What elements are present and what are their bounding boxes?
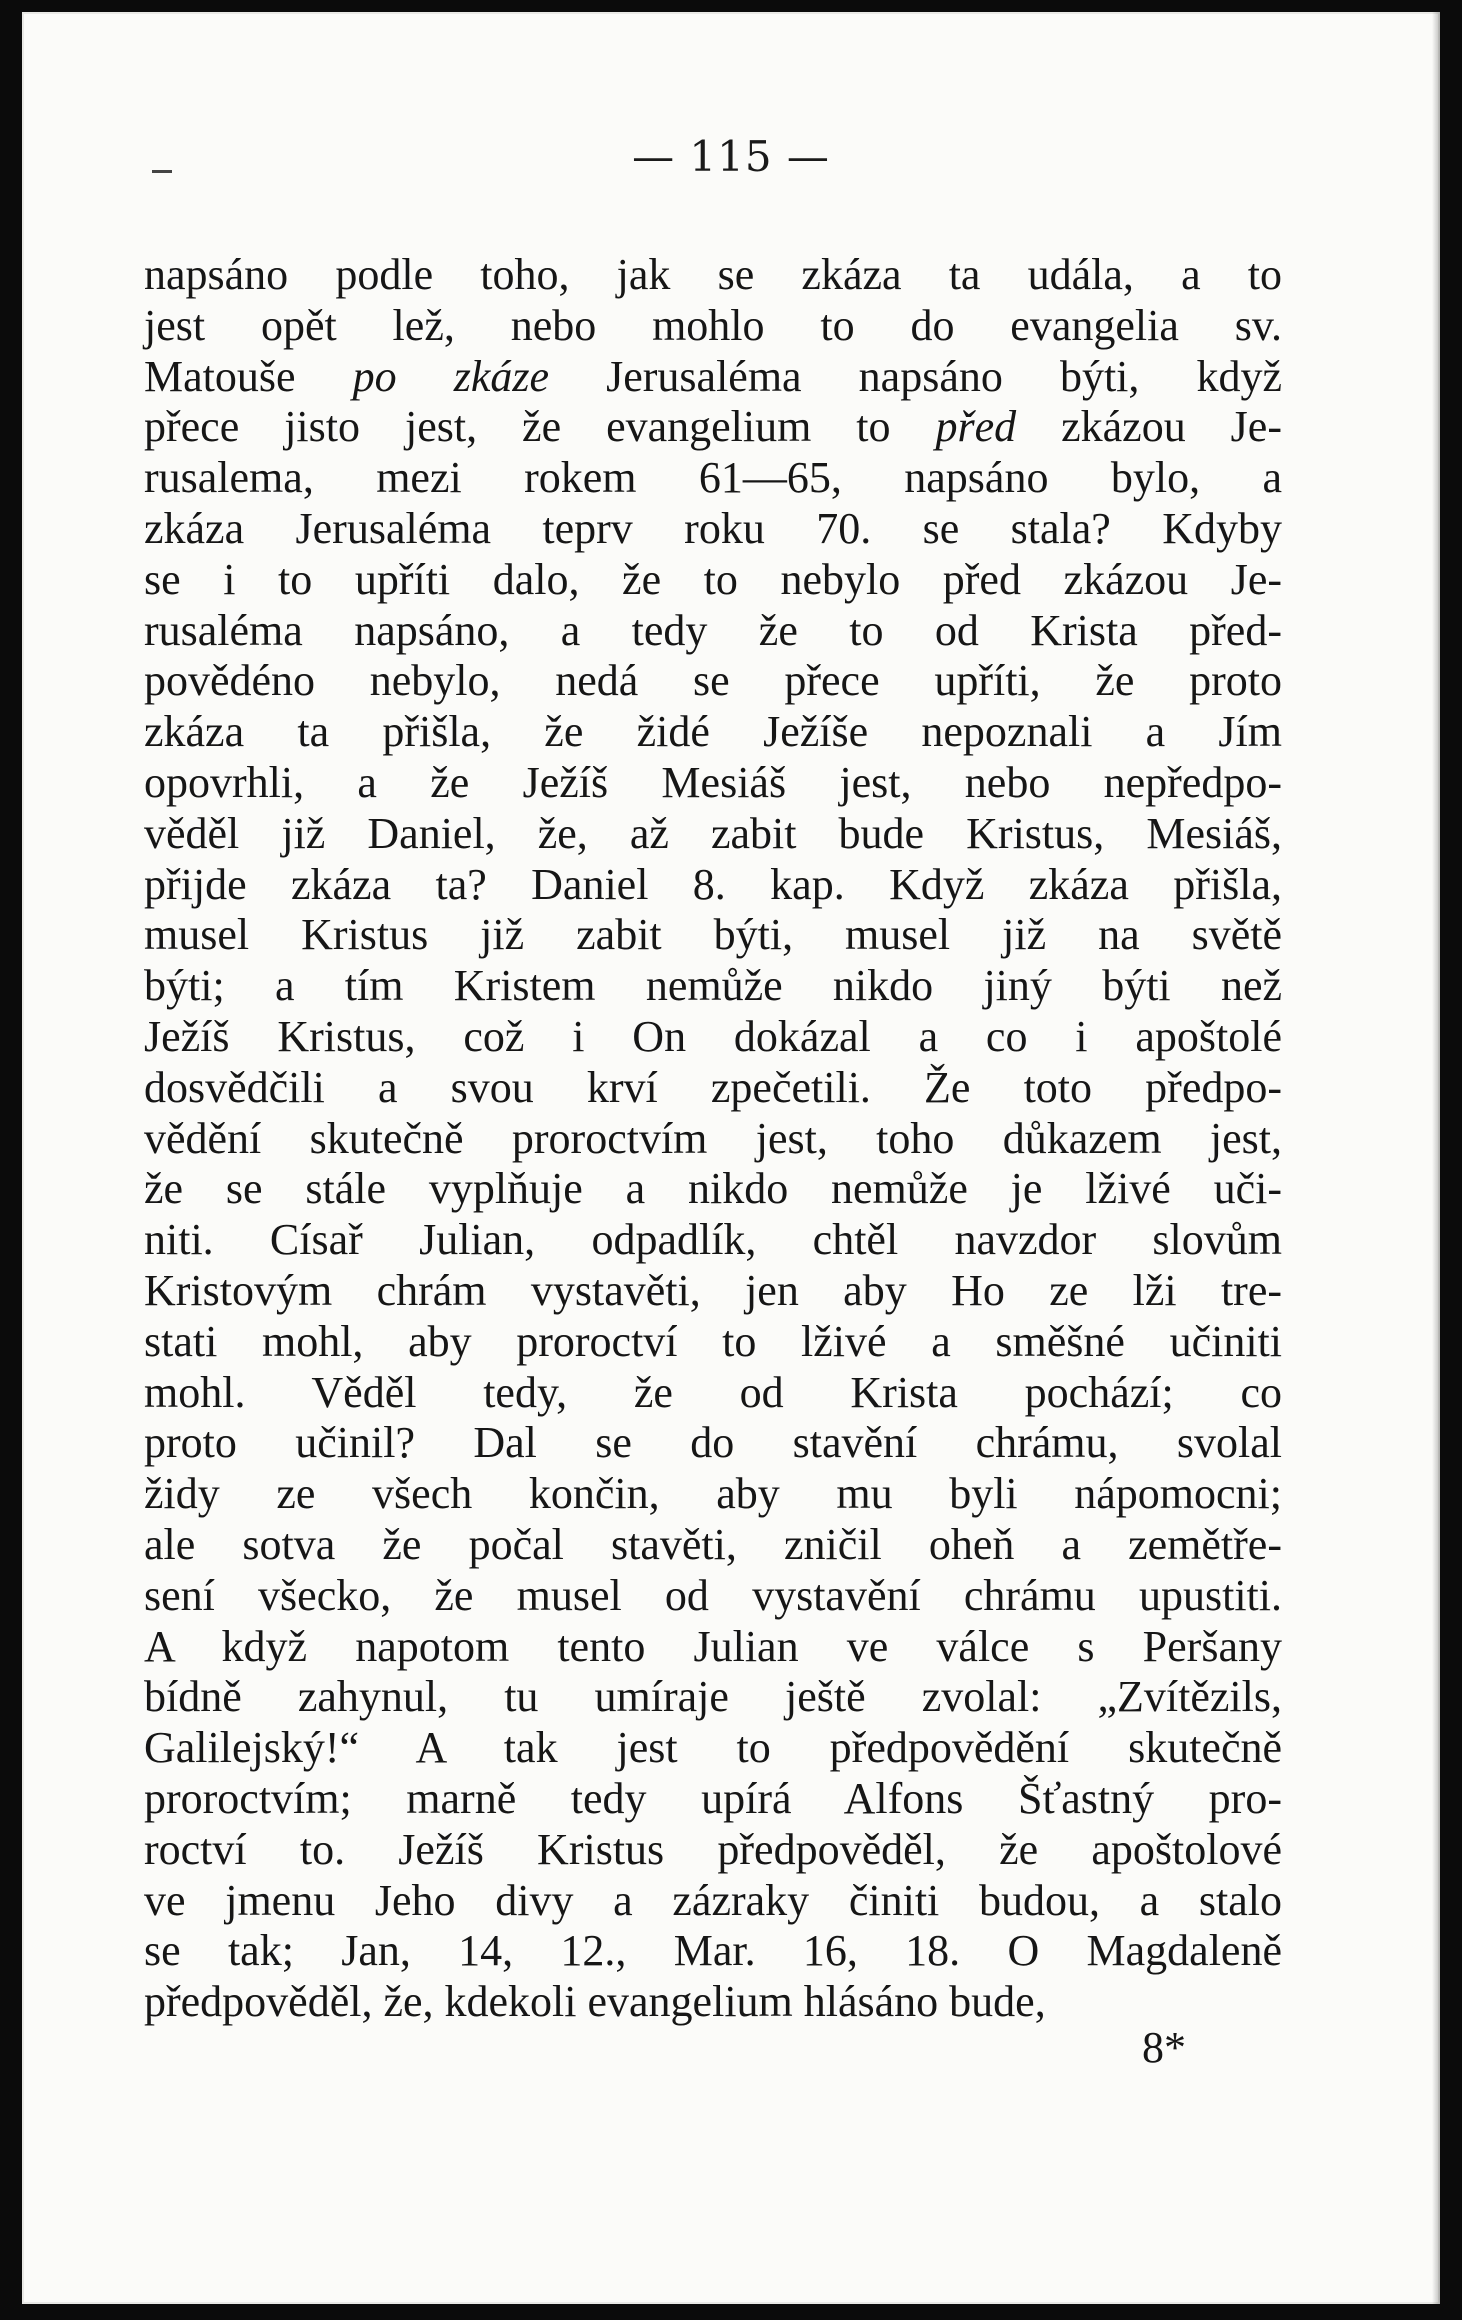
text-line — [144, 1368, 1282, 1419]
text-line — [144, 758, 1282, 809]
text-run: A když napotom tento Julian ve válce s Peršany — [144, 1621, 1282, 1671]
italic-text: před — [935, 402, 1017, 452]
text-line — [144, 910, 1282, 961]
text-run: napsáno podle toho, jak se zkáza ta udála, a to — [144, 250, 1282, 299]
text-line — [144, 1622, 1282, 1673]
text-line — [144, 1825, 1282, 1876]
text-line — [144, 1571, 1282, 1622]
text-run: mohl. Věděl tedy, že od Krista pochází; co — [144, 1367, 1282, 1417]
page-edge — [1432, 12, 1440, 2304]
text-line — [144, 1520, 1282, 1571]
text-line — [144, 1774, 1282, 1825]
text-run: Galilejský!“ A tak jest to předpovědění skutečně — [144, 1723, 1282, 1773]
text-run: předpověděl, že, kdekoli evangelium hlásáno bude, — [144, 1977, 1046, 2027]
text-run: proroctvím; marně tedy upírá Alfons Šťastný pro- — [144, 1773, 1282, 1823]
text-run: sení všecko, že musel od vystavění chrámu upustiti. — [144, 1570, 1282, 1620]
text-line — [144, 1164, 1282, 1215]
text-line — [144, 1317, 1282, 1368]
text-line — [144, 1926, 1282, 1977]
text-line — [144, 1876, 1282, 1927]
text-line — [144, 1114, 1282, 1165]
text-run: dosvědčili a svou krví zpečetili. Že toto předpo- — [144, 1062, 1282, 1112]
text-run: Jerusaléma napsáno býti, když — [549, 351, 1283, 401]
text-line — [144, 555, 1282, 606]
text-line — [144, 250, 1282, 301]
text-line — [144, 809, 1282, 860]
text-run: zkáza ta přišla, že židé Ježíše nepoznali a Jím — [144, 707, 1282, 757]
text-line — [144, 1215, 1282, 1266]
text-run: vědění skutečně proroctvím jest, toho důkazem jest, — [144, 1113, 1282, 1163]
text-run: rusaléma napsáno, a tedy že to od Krista před- — [144, 605, 1282, 655]
text-line — [144, 1012, 1282, 1063]
italic-text: po zkáze — [352, 351, 550, 401]
text-run: Matouše — [144, 351, 353, 401]
body-text — [144, 250, 1282, 2028]
text-run: povědéno nebylo, nedá se přece upříti, že proto — [144, 656, 1282, 706]
text-line — [144, 453, 1282, 504]
text-line — [144, 860, 1282, 911]
text-line — [144, 1469, 1282, 1520]
text-run: zkáza Jerusaléma teprv roku 70. se stala? Kdyby — [144, 503, 1282, 553]
text-run: ale sotva že počal stavěti, zničil oheň a zemětře- — [144, 1519, 1282, 1569]
text-run: proto učinil? Dal se do stavění chrámu, svolal — [144, 1418, 1282, 1468]
text-run: židy ze všech končin, aby mu byli nápomocni; — [144, 1469, 1282, 1519]
text-line — [144, 1672, 1282, 1723]
text-line — [144, 1063, 1282, 1114]
text-run: opovrhli, a že Ježíš Mesiáš jest, nebo nepředpo- — [144, 757, 1282, 807]
text-line — [144, 1723, 1282, 1774]
text-run: býti; a tím Kristem nemůže nikdo jiný býti než — [144, 961, 1282, 1011]
signature-mark: 8* — [1142, 2023, 1186, 2072]
text-run: jest opět lež, nebo mohlo to do evangelia sv. — [144, 300, 1282, 350]
text-line — [144, 352, 1282, 403]
text-run: věděl již Daniel, že, až zabit bude Kristus, Mesiáš, — [144, 808, 1282, 858]
text-line — [144, 1977, 1282, 2028]
book-page — [22, 12, 1440, 2304]
page-header: — 115 — — [632, 132, 830, 181]
text-run: bídně zahynul, tu umíraje ještě zvolal: „Zvítězils, — [144, 1672, 1282, 1722]
text-run: rusalema, mezi rokem 61—65, napsáno bylo, a — [144, 453, 1282, 503]
text-run: Ježíš Kristus, což i On dokázal a co i apoštolé — [144, 1011, 1282, 1061]
text-run: zkázou Je- — [1016, 402, 1282, 452]
text-line — [144, 707, 1282, 758]
text-run: niti. Císař Julian, odpadlík, chtěl navzdor slovům — [144, 1215, 1282, 1265]
text-run: stati mohl, aby proroctví to lživé a směšné učiniti — [144, 1316, 1282, 1366]
text-line — [144, 301, 1282, 352]
text-run: se tak; Jan, 14, 12., Mar. 16, 18. O Magdaleně — [144, 1926, 1282, 1976]
text-run: přece jisto jest, že evangelium to — [144, 402, 936, 452]
text-run: Kristovým chrám vystavěti, jen aby Ho ze lži tre- — [144, 1265, 1282, 1315]
text-run: že se stále vyplňuje a nikdo nemůže je lživé uči- — [144, 1164, 1282, 1214]
text-run: ve jmenu Jeho divy a zázraky činiti budou, a stalo — [144, 1875, 1282, 1925]
text-run: se i to upříti dalo, že to nebylo před zkázou Je- — [144, 554, 1282, 604]
text-run: roctví to. Ježíš Kristus předpověděl, že apoštolové — [144, 1824, 1282, 1874]
text-run: musel Kristus již zabit býti, musel již na světě — [144, 910, 1282, 960]
text-line — [144, 1266, 1282, 1317]
text-run: přijde zkáza ta? Daniel 8. kap. Když zkáza přišla, — [144, 859, 1282, 909]
text-line — [144, 1418, 1282, 1469]
text-line — [144, 961, 1282, 1012]
text-line — [144, 402, 1282, 453]
text-line — [144, 606, 1282, 657]
text-line — [144, 656, 1282, 707]
text-line — [144, 504, 1282, 555]
